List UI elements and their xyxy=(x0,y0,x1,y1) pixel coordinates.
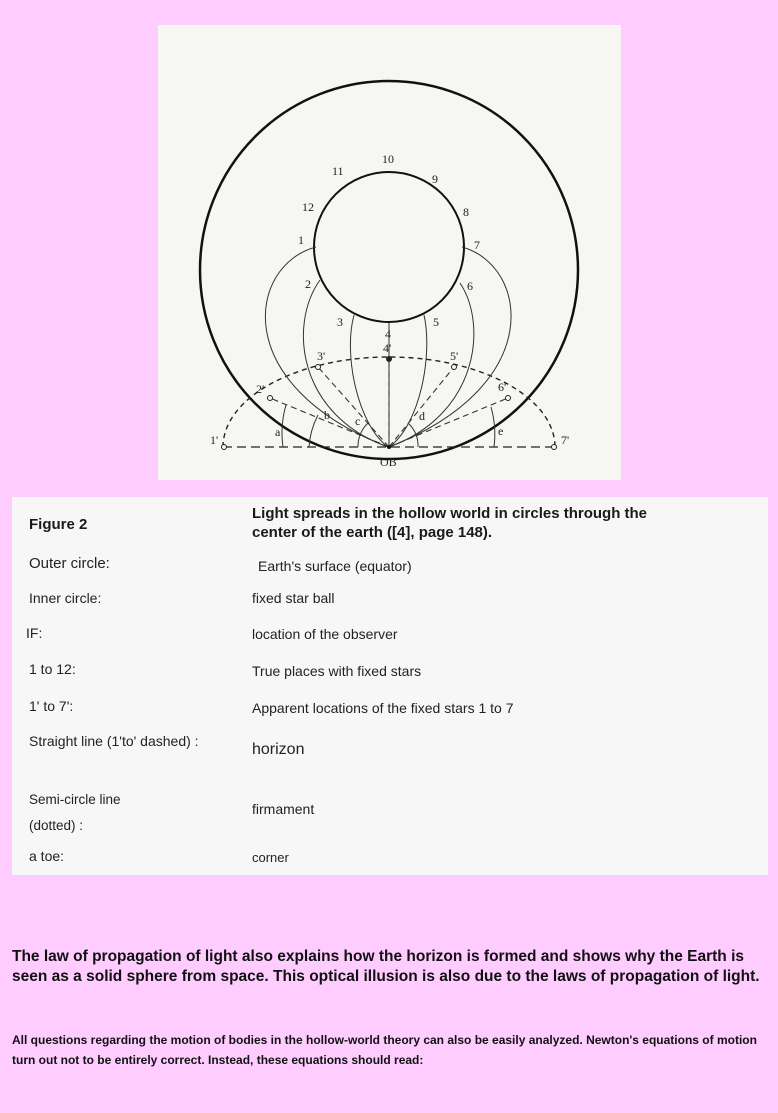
apparent-label-6: 6' xyxy=(498,380,507,394)
star-labels xyxy=(298,152,480,341)
body-paragraph: All questions regarding the motion of bodies in the hollow-world theory can also be easily analyzed. Newton's equations of motion turn out not to be entirely correct. Instead, these equations should read: xyxy=(12,1033,757,1067)
apparent-label-5: 5' xyxy=(450,349,459,363)
inner-circle xyxy=(314,172,464,322)
apparent-label-3: 3' xyxy=(317,349,326,363)
legend-term: Semi-circle line (dotted) : xyxy=(29,792,121,833)
legend-term: IF: xyxy=(26,625,43,641)
legend-def: firmament xyxy=(252,801,315,817)
legend-def: location of the observer xyxy=(252,626,398,642)
diagram xyxy=(158,25,621,480)
star-label-4: 4 xyxy=(385,327,391,341)
apparent-label-1: 1' xyxy=(210,433,219,447)
angle-label-e: e xyxy=(498,424,504,438)
observer-point xyxy=(387,445,391,449)
apparent-label-7: 7' xyxy=(561,433,570,447)
legend-def: Apparent locations of the fixed stars 1 to 7 xyxy=(252,700,514,716)
legend-term: a toe: xyxy=(29,848,65,864)
star-label-5: 5 xyxy=(433,315,439,329)
star-label-9: 9 xyxy=(432,172,438,186)
apparent-label-2: 2' xyxy=(256,382,265,396)
star-label-2: 2 xyxy=(305,277,311,291)
legend-term: Outer circle: xyxy=(29,555,110,572)
star-label-7: 7 xyxy=(474,238,480,252)
star-label-10: 10 xyxy=(382,152,394,166)
legend-title: Figure 2 xyxy=(29,516,88,533)
star-label-11: 11 xyxy=(332,164,344,178)
figure-legend xyxy=(12,497,768,875)
star-label-1: 1 xyxy=(298,233,304,247)
observer-label: OB xyxy=(380,455,397,469)
legend-term: Straight line (1'to' dashed) : xyxy=(29,733,199,749)
angle-label-a: a xyxy=(275,425,281,439)
angle-label-b: b xyxy=(324,408,330,422)
apparent-label-4: 4' xyxy=(383,341,392,355)
sight-lines xyxy=(270,359,508,447)
body-paragraph: The law of propagation of light also explains how the horizon is formed and shows why the Earth is seen as a solid sphere from space. This optical illusion is also due to the laws of propagation of light. xyxy=(12,948,760,985)
star-label-8: 8 xyxy=(463,205,469,219)
legend-caption: Light spreads in the hollow world in circles through the center of the earth ([4], page 148). xyxy=(252,505,648,541)
angle-label-c: c xyxy=(355,414,361,428)
legend-term: 1' to 7': xyxy=(29,698,74,714)
legend-def: fixed star ball xyxy=(252,590,335,606)
legend-term: Inner circle: xyxy=(29,590,102,606)
legend-def: Earth's surface (equator) xyxy=(258,558,412,574)
legend-def: corner xyxy=(252,850,289,865)
angle-label-d: d xyxy=(419,409,425,423)
star-label-12: 12 xyxy=(302,200,314,214)
legend-term: 1 to 12: xyxy=(29,661,76,677)
star-label-3: 3 xyxy=(337,315,343,329)
legend-def: True places with fixed stars xyxy=(252,663,422,679)
legend-def: horizon xyxy=(252,741,305,758)
hollow-earth-figure xyxy=(158,25,621,480)
star-label-6: 6 xyxy=(467,279,473,293)
angle-arcs xyxy=(282,405,495,447)
